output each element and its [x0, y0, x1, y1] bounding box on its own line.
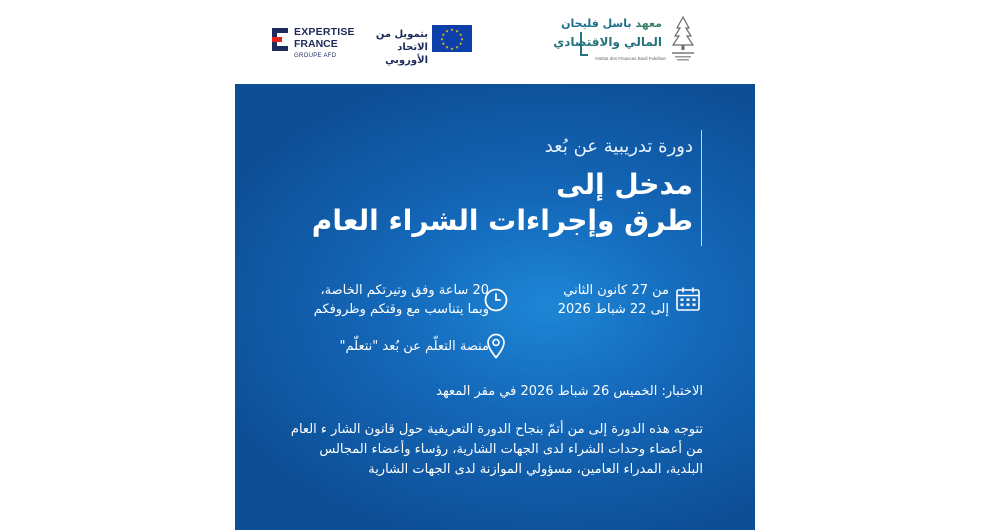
- exam-text: الاختبار: الخميس 26 شباط 2026 في مقر المعهد: [436, 384, 703, 399]
- svg-text:★: ★: [440, 36, 444, 42]
- funding-text-line2: الاتحاد الأوروبي: [385, 42, 428, 66]
- dates-line1: من 27 كانون الثاني: [563, 283, 669, 298]
- funding-text: [360, 28, 428, 67]
- course-card: [235, 84, 755, 530]
- platform-text: منصة التعلّم عن بُعد "نتعلّم": [339, 339, 489, 354]
- description-line3: البلدية، المدراء العامين، مسؤولي الموازنة لدى الجهات الشارية: [368, 462, 703, 477]
- title-divider: [701, 130, 702, 246]
- partner-logo-line2: FRANCE: [294, 37, 338, 50]
- svg-text:★: ★: [455, 44, 459, 50]
- dates-line2: إلى 22 شباط 2026: [557, 302, 669, 317]
- course-title-line2: طرق وإجراءات الشراء العام: [311, 204, 693, 237]
- course-subtitle: دورة تدريبية عن بُعد: [544, 136, 693, 157]
- svg-text:★: ★: [458, 32, 463, 37]
- svg-text:★: ★: [458, 41, 463, 46]
- institute-latin-name: Institut des Finances Basil Fuleihan: [595, 56, 666, 61]
- course-title-line1: مدخل إلى: [556, 168, 693, 201]
- svg-text:★: ★: [450, 27, 454, 32]
- eu-flag-icon: [432, 25, 472, 52]
- institute-logo: [553, 14, 666, 66]
- ministry-crest-icon: [668, 14, 698, 64]
- funding-text-line1: بتمويل من: [375, 29, 428, 40]
- svg-text:★: ★: [445, 28, 449, 34]
- description-line2: من أعضاء وحدات الشراء لدى الجهات الشارية، رؤساء وأعضاء المجالس: [319, 442, 703, 457]
- partner-logo-line3: GROUPE AFD: [294, 53, 337, 59]
- svg-text:★: ★: [441, 41, 446, 46]
- calendar-icon: [675, 286, 701, 312]
- hours-line1: 20 ساعة وفق وتيرتكم الخاصة،: [320, 283, 489, 298]
- expertise-france-logo: [272, 27, 355, 59]
- institute-prefix: معهد: [635, 17, 662, 30]
- svg-text:★: ★: [460, 36, 464, 42]
- institute-subtitle: المالي والاقتصادي: [553, 35, 662, 49]
- svg-text:★: ★: [455, 28, 459, 34]
- partner-logo-line1: EXPERTISE: [294, 26, 355, 38]
- svg-text:★: ★: [441, 32, 446, 37]
- svg-text:★: ★: [450, 46, 454, 51]
- expertise-france-mark-icon: [272, 27, 288, 53]
- description-line1: تتوجه هذه الدورة إلى من أتمّ بنجاح الدورة التعريفية حول قانون الشار ء العام: [290, 422, 703, 437]
- location-pin-icon: [486, 333, 506, 359]
- institute-name: باسل فليحان: [561, 17, 632, 30]
- hours-line2: وبما يتناسب مع وقتكم وظروفكم: [313, 302, 489, 317]
- header: [0, 0, 990, 84]
- svg-text:★: ★: [445, 44, 449, 50]
